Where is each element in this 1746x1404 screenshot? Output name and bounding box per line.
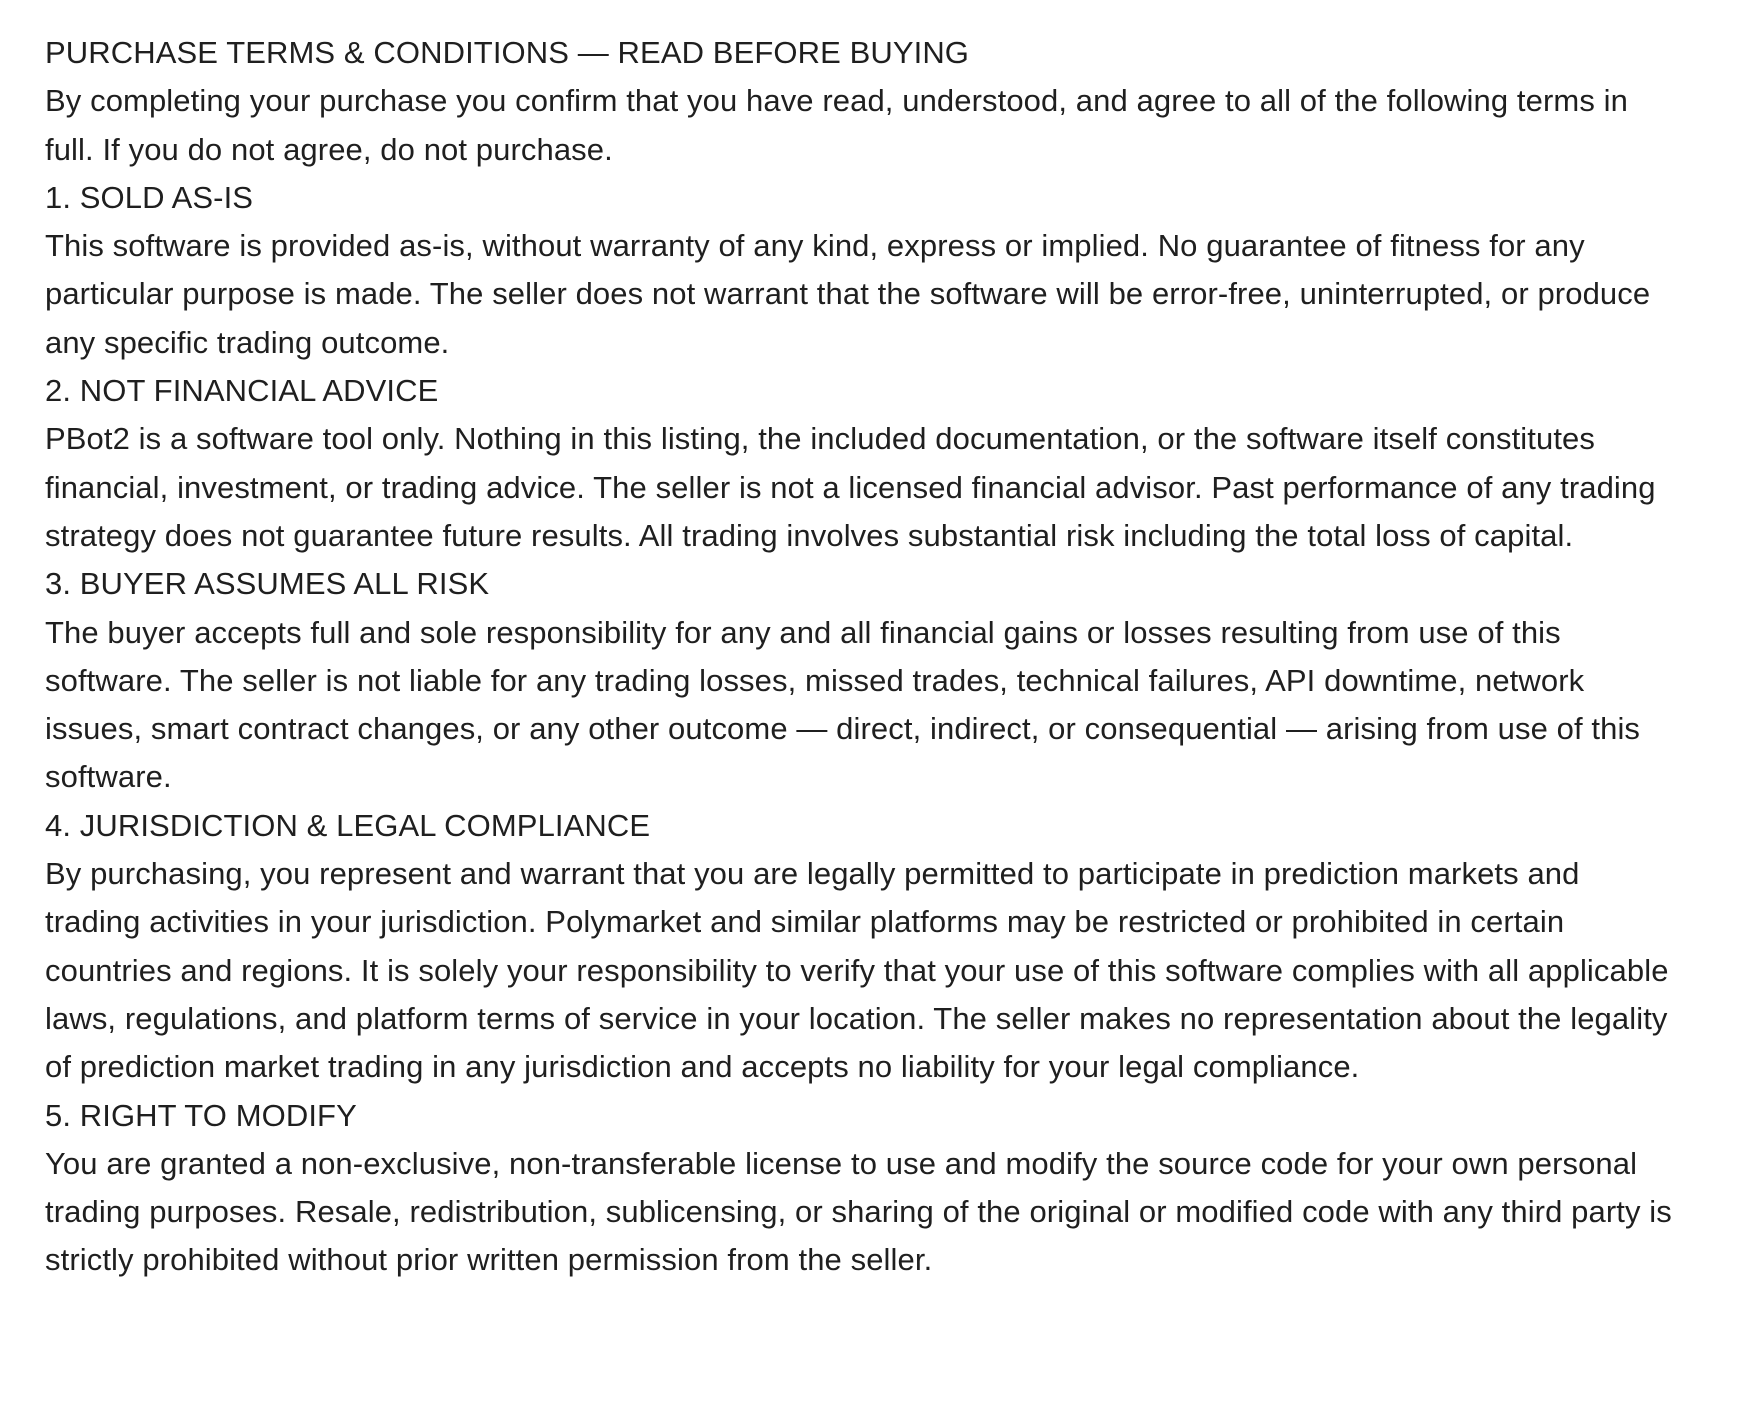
section-heading-not-financial-advice: 2. NOT FINANCIAL ADVICE [45, 373, 439, 409]
document-title: PURCHASE TERMS & CONDITIONS — READ BEFORE BUYING [45, 35, 970, 70]
section-heading-buyer-assumes-risk: 3. BUYER ASSUMES ALL RISK [45, 566, 490, 602]
document-intro: By completing your purchase you confirm that you have read, understood, and agree to all of the following terms in full. If you do not agree, do not purchase. [45, 83, 1628, 167]
section-body-sold-as-is: This software is provided as-is, without warranty of any kind, express or implied. No guarantee of fitness for any particular purpose is made. The seller does not warrant that the software will be error-free, uninterrupted, or produce any specific trading outcome. [45, 228, 1651, 360]
terms-document [45, 29, 1675, 1285]
section-heading-right-to-modify: 5. RIGHT TO MODIFY [45, 1097, 357, 1133]
section-body-right-to-modify: You are granted a non-exclusive, non-transferable license to use and modify the source code for your own personal trading purposes. Resale, redistribution, sublicensing, or sharing of the original or modified code with any third party is strictly prohibited without prior written permission from the seller. [45, 1145, 1672, 1278]
section-heading-sold-as-is: 1. SOLD AS-IS [45, 179, 254, 215]
section-body-buyer-assumes-risk: The buyer accepts full and sole responsibility for any and all financial gains or losses resulting from use of this software. The seller is not liable for any trading losses, missed trades, technical failures, API downtime, network issues, smart contract changes, or any other outcome — direct, indirect, or consequential — arising from use of this software. [45, 614, 1641, 795]
section-heading-jurisdiction: 4. JURISDICTION & LEGAL COMPLIANCE [45, 807, 651, 843]
section-body-jurisdiction: By purchasing, you represent and warrant that you are legally permitted to participate in prediction markets and trading activities in your jurisdiction. Polymarket and similar platforms may be restricted or prohibited in certain countries and regions. It is solely your responsibility to verify that your use of this software complies with all applicable laws, regulations, and platform terms of service in your location. The seller makes no representation about the legality of prediction market trading in any jurisdiction and accepts no liability for your legal compliance. [45, 856, 1669, 1085]
section-body-not-financial-advice: PBot2 is a software tool only. Nothing in this listing, the included documentation, or the software itself constitutes financial, investment, or trading advice. The seller is not a licensed financial advisor. Past performance of any trading strategy does not guarantee future results. All trading involves substantial risk including the total loss of capital. [45, 421, 1656, 553]
